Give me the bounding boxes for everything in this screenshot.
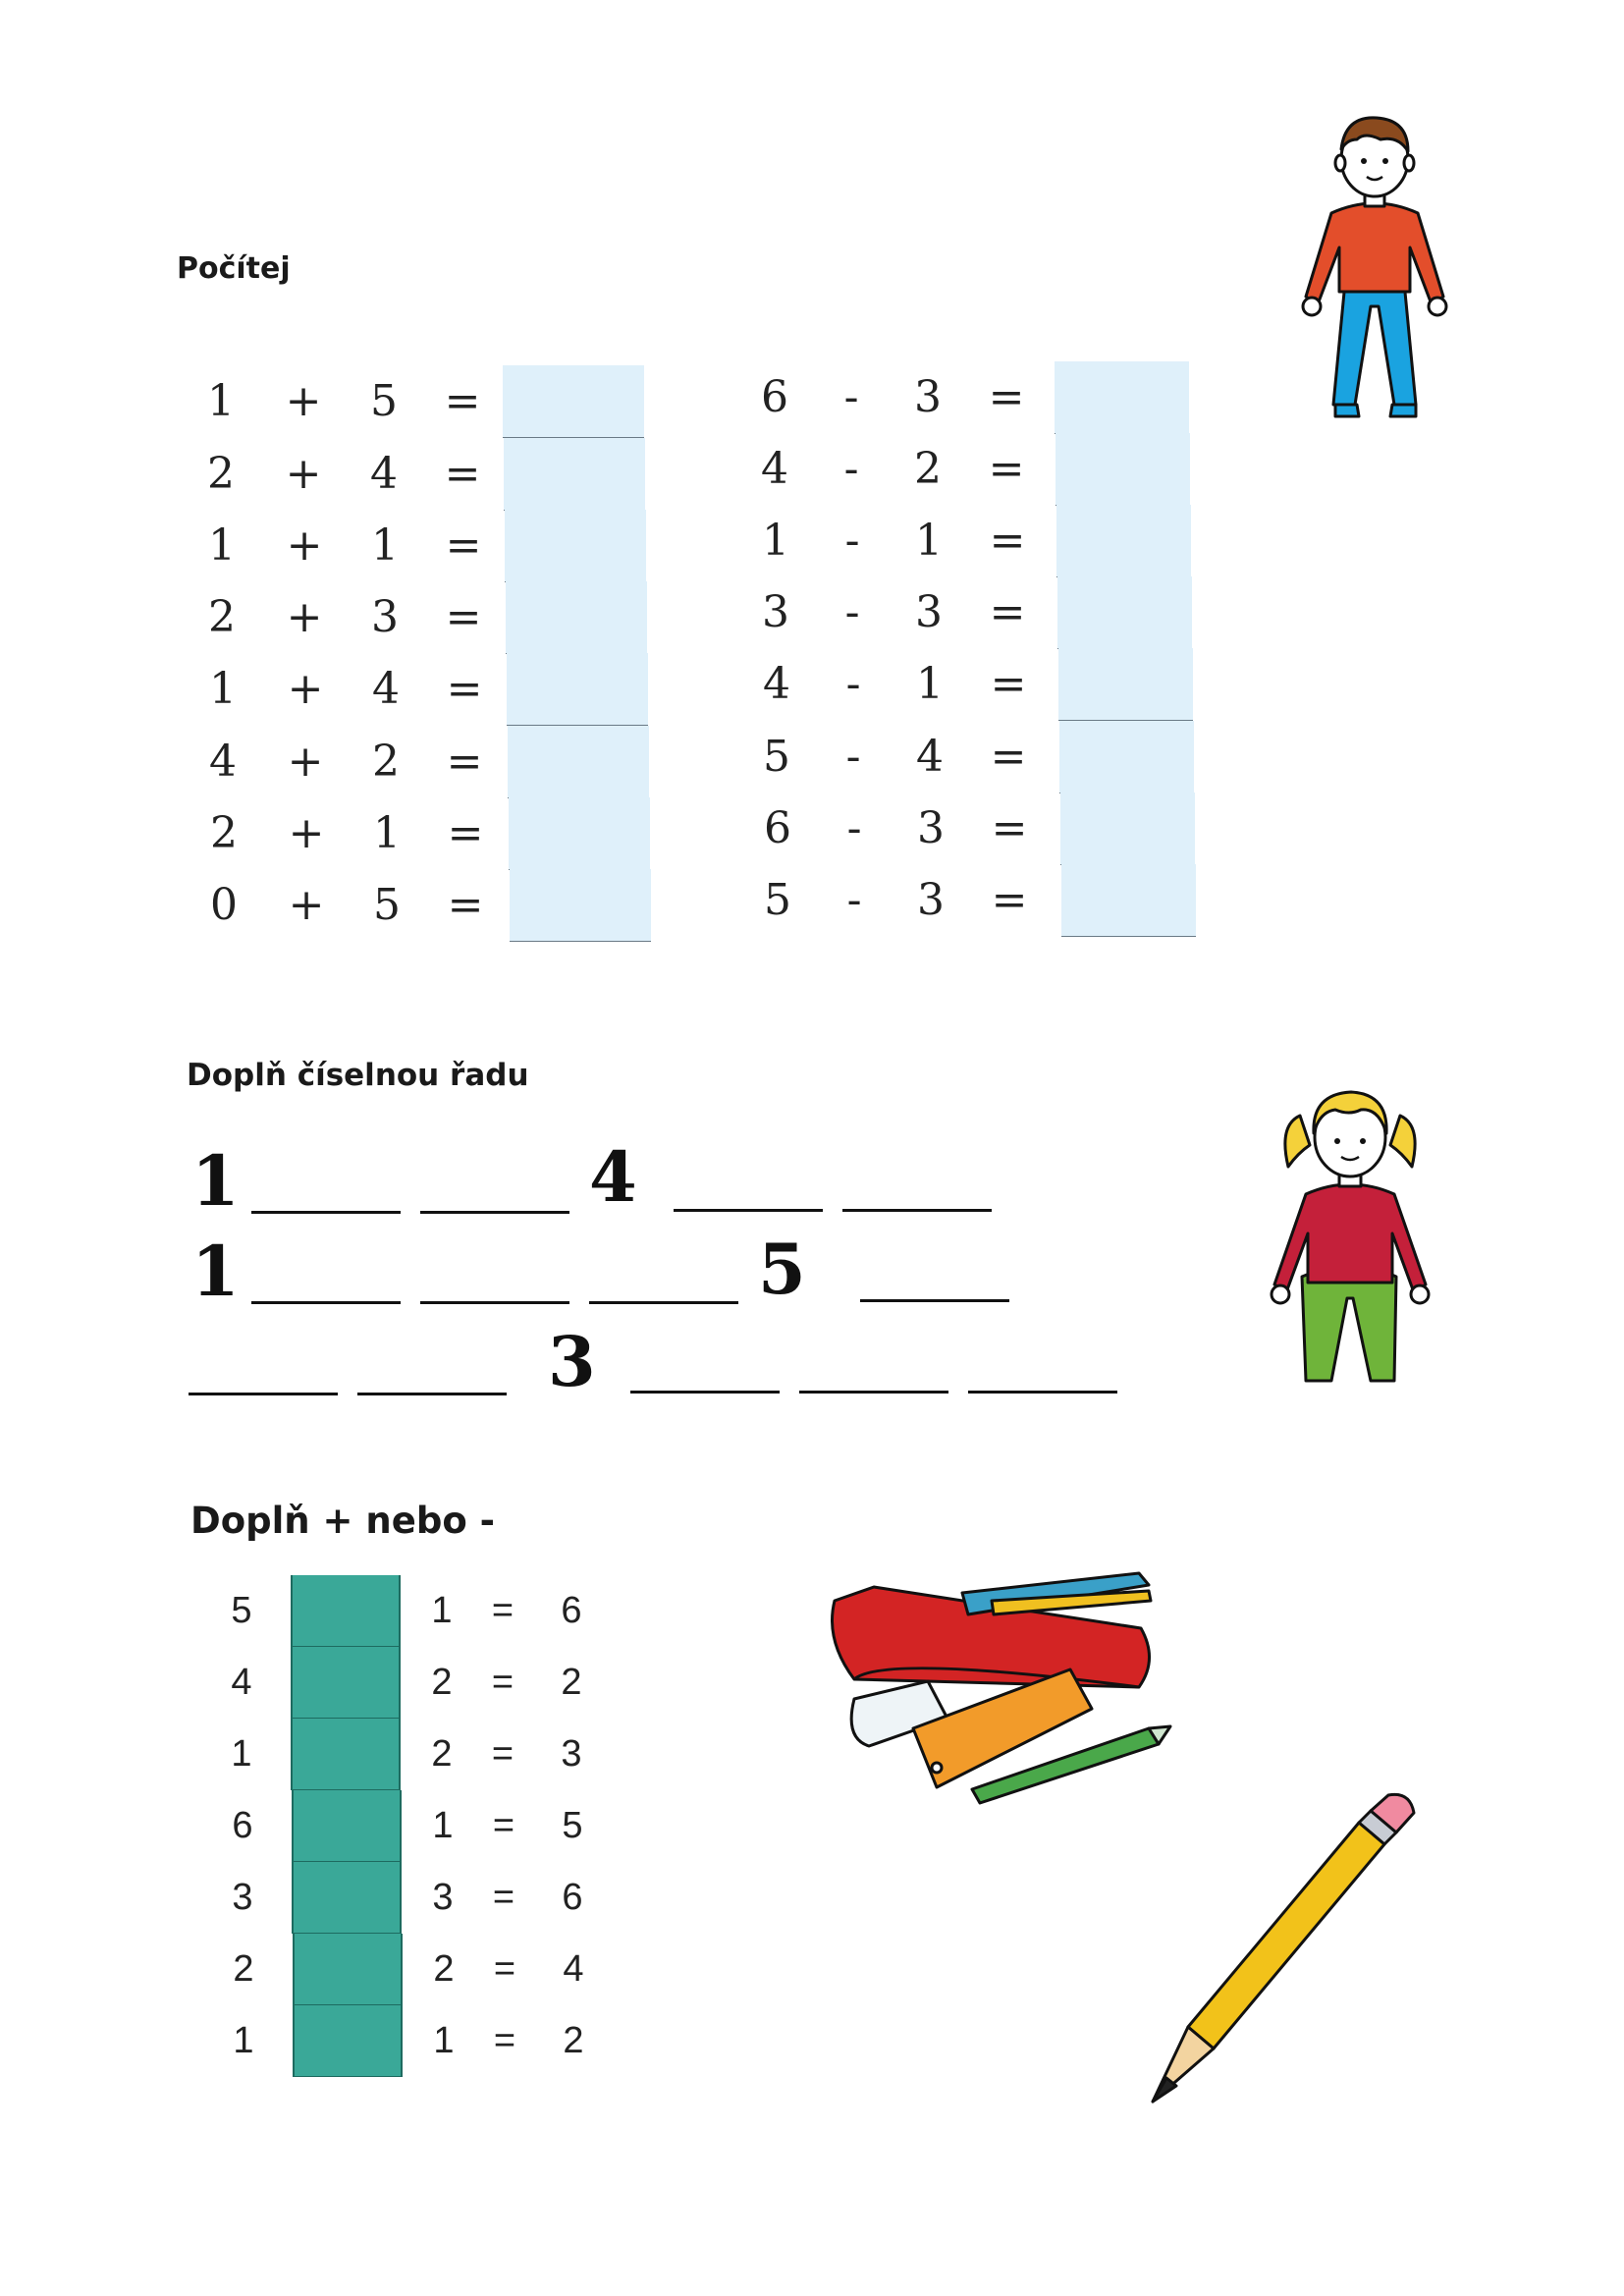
addition-row <box>199 797 651 870</box>
sequence-blank[interactable] <box>968 1391 1117 1394</box>
result: 2 <box>563 2020 584 2061</box>
operand-b: 2 <box>433 1948 455 1990</box>
addition-row <box>198 726 650 798</box>
girl-illustration <box>1267 1076 1434 1400</box>
operator: - <box>845 732 861 782</box>
operator: + <box>286 520 323 571</box>
operator: - <box>846 875 862 925</box>
operand-a: 3 <box>232 1877 253 1918</box>
section-title-count: Počítej <box>177 251 291 286</box>
subtraction-row <box>751 576 1203 649</box>
sequence-blank[interactable] <box>251 1211 401 1214</box>
operand-b: 3 <box>917 875 945 925</box>
equals: = <box>989 587 1026 637</box>
sequence-blank[interactable] <box>420 1211 569 1214</box>
operator-row <box>222 1647 595 1719</box>
sequence-blank[interactable] <box>630 1391 780 1394</box>
operand-b: 1 <box>916 659 944 709</box>
equals: = <box>491 1590 514 1631</box>
operand-a: 3 <box>762 587 789 637</box>
answer-box[interactable] <box>507 653 648 726</box>
operand-b: 2 <box>431 1733 453 1775</box>
operand-a: 0 <box>210 880 238 930</box>
operand-b: 2 <box>431 1662 453 1703</box>
operator: + <box>287 664 324 714</box>
operator: + <box>288 808 325 858</box>
equals: = <box>492 1805 515 1846</box>
operand-a: 1 <box>762 516 789 566</box>
equals: = <box>444 376 481 426</box>
operator-answer-box[interactable] <box>293 1934 403 2005</box>
operand-b: 1 <box>432 1805 454 1846</box>
equals: = <box>990 659 1027 709</box>
operator-answer-box[interactable] <box>292 1790 402 1862</box>
sequence-number: 3 <box>548 1321 596 1402</box>
subtraction-row <box>753 793 1205 865</box>
sequence-blank[interactable] <box>251 1301 401 1304</box>
operator-row <box>223 1790 596 1862</box>
equals: = <box>445 520 482 571</box>
equals: = <box>445 592 482 642</box>
operand-a: 4 <box>231 1662 252 1703</box>
answer-box[interactable] <box>508 726 649 798</box>
sequence-number: 4 <box>589 1136 637 1218</box>
subtraction-row <box>753 864 1205 937</box>
operator: - <box>845 659 861 709</box>
answer-box[interactable] <box>509 797 650 870</box>
equals: = <box>491 1733 514 1775</box>
operator: + <box>288 880 325 930</box>
answer-box[interactable] <box>1060 793 1195 865</box>
operand-a: 5 <box>763 732 790 782</box>
section-title-operator: Doplň + nebo - <box>190 1500 495 1542</box>
operand-a: 2 <box>207 449 235 499</box>
operator-answer-box[interactable] <box>293 2005 403 2077</box>
operator-answer-box[interactable] <box>291 1647 401 1719</box>
operand-b: 1 <box>373 808 401 858</box>
boy-illustration <box>1296 110 1453 424</box>
addition-row <box>196 365 648 438</box>
equals: = <box>446 664 483 714</box>
operand-b: 3 <box>371 592 399 642</box>
equals: = <box>491 1662 514 1703</box>
result: 3 <box>561 1733 582 1775</box>
operand-b: 3 <box>432 1877 454 1918</box>
equals: = <box>988 444 1025 494</box>
sequence-number: 1 <box>191 1140 240 1222</box>
operator: - <box>843 372 859 422</box>
operator-answer-box[interactable] <box>291 1575 401 1647</box>
operand-b: 1 <box>371 520 399 571</box>
operator-row <box>222 1719 595 1790</box>
operand-a: 4 <box>761 444 788 494</box>
subtraction-row <box>750 361 1202 434</box>
operator-answer-box[interactable] <box>292 1862 402 1934</box>
operand-a: 1 <box>209 664 237 714</box>
operand-a: 6 <box>761 372 788 422</box>
answer-box[interactable] <box>503 365 644 438</box>
operator: - <box>844 587 860 637</box>
operator: - <box>846 803 862 853</box>
equals: = <box>990 732 1027 782</box>
operand-b: 5 <box>370 376 398 426</box>
sequence-blank[interactable] <box>189 1393 338 1395</box>
result: 6 <box>561 1590 582 1631</box>
result: 2 <box>561 1662 582 1703</box>
sequence-blank[interactable] <box>589 1301 738 1304</box>
operand-a: 2 <box>210 808 238 858</box>
sequence-blank[interactable] <box>674 1209 823 1212</box>
operand-b: 1 <box>915 516 943 566</box>
operator: - <box>843 444 859 494</box>
operand-b: 4 <box>370 449 398 499</box>
operand-a: 5 <box>764 875 791 925</box>
sequence-blank[interactable] <box>799 1391 948 1394</box>
answer-box[interactable] <box>1056 433 1190 506</box>
addition-row <box>196 438 648 511</box>
answer-box[interactable] <box>1057 576 1192 649</box>
operator-row <box>222 1575 595 1647</box>
sequence-blank[interactable] <box>860 1299 1009 1302</box>
operand-b: 3 <box>917 803 945 853</box>
sequence-blank[interactable] <box>842 1209 992 1212</box>
operator-row <box>224 1934 597 2005</box>
operand-a: 1 <box>208 520 236 571</box>
operand-b: 1 <box>431 1590 453 1631</box>
subtraction-row <box>751 505 1203 577</box>
equals: = <box>493 2020 516 2061</box>
operand-b: 2 <box>914 444 942 494</box>
equals: = <box>991 803 1028 853</box>
operand-a: 1 <box>207 376 235 426</box>
operator-row <box>223 1862 596 1934</box>
equals: = <box>493 1948 516 1990</box>
section-title-sequence: Doplň číselnou řadu <box>187 1058 529 1093</box>
answer-box[interactable] <box>510 869 651 942</box>
operand-b: 4 <box>916 732 944 782</box>
operator: + <box>287 737 324 787</box>
answer-box[interactable] <box>506 581 647 654</box>
operator: - <box>844 516 860 566</box>
operand-b: 2 <box>372 737 400 787</box>
operand-b: 4 <box>372 664 400 714</box>
equals: = <box>988 372 1025 422</box>
addition-row <box>198 653 650 726</box>
equals: = <box>444 449 481 499</box>
answer-box[interactable] <box>1055 361 1189 434</box>
addition-row <box>199 869 651 942</box>
operand-a: 4 <box>209 737 237 787</box>
equals: = <box>989 516 1026 566</box>
pencil-illustration <box>1139 1779 1434 2113</box>
answer-box[interactable] <box>505 510 646 582</box>
sequence-blank[interactable] <box>357 1393 507 1395</box>
operator-row <box>224 2005 597 2077</box>
operand-a: 4 <box>763 659 790 709</box>
answer-box[interactable] <box>504 438 645 511</box>
equals: = <box>991 875 1028 925</box>
answer-box[interactable] <box>1061 864 1196 937</box>
answer-box[interactable] <box>1059 721 1194 793</box>
equals: = <box>447 808 484 858</box>
equals: = <box>447 880 484 930</box>
operator: + <box>285 376 322 426</box>
equals: = <box>492 1877 515 1918</box>
operand-a: 2 <box>233 1948 254 1990</box>
subtraction-row <box>750 433 1202 506</box>
operand-a: 2 <box>208 592 236 642</box>
operator-answer-box[interactable] <box>291 1719 401 1790</box>
result: 5 <box>562 1805 583 1846</box>
subtraction-row <box>752 721 1204 793</box>
sequence-number: 5 <box>758 1229 806 1310</box>
addition-row <box>197 581 649 654</box>
sequence-blank[interactable] <box>420 1301 569 1304</box>
answer-box[interactable] <box>1056 505 1191 577</box>
operand-b: 5 <box>373 880 401 930</box>
answer-box[interactable] <box>1058 648 1193 721</box>
operator: + <box>285 449 322 499</box>
operand-a: 1 <box>231 1733 252 1775</box>
operand-a: 5 <box>231 1590 252 1631</box>
operand-a: 6 <box>764 803 791 853</box>
result: 6 <box>562 1877 583 1918</box>
operator: + <box>286 592 323 642</box>
operand-b: 3 <box>915 587 943 637</box>
operand-b: 1 <box>433 2020 455 2061</box>
result: 4 <box>563 1948 584 1990</box>
equals: = <box>446 737 483 787</box>
operand-a: 1 <box>233 2020 254 2061</box>
subtraction-row <box>752 648 1204 721</box>
operand-a: 6 <box>232 1805 253 1846</box>
operand-b: 3 <box>914 372 942 422</box>
pencil-case-illustration <box>815 1571 1178 1817</box>
addition-row <box>197 510 649 582</box>
sequence-number: 1 <box>191 1230 240 1312</box>
